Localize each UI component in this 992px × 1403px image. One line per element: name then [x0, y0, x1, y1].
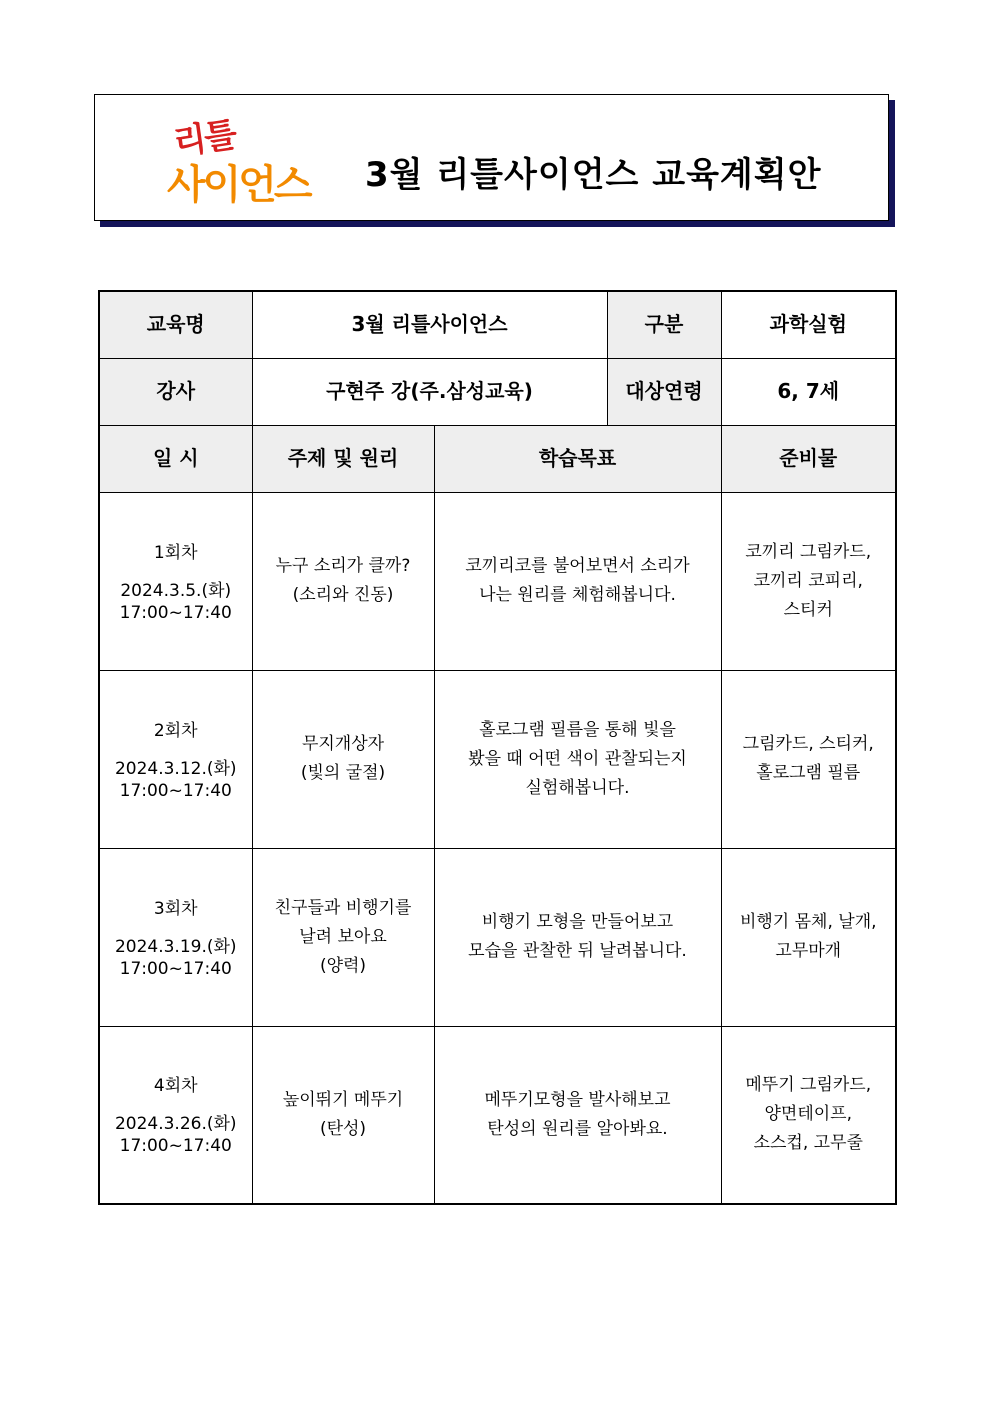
target-age-label: 대상연령 [607, 358, 721, 425]
materials-line: 코끼리 코피리, [753, 570, 863, 591]
topic-line: 무지개상자 [301, 734, 385, 754]
topic-line: (소리와 진동) [292, 585, 394, 605]
session-goal [434, 1026, 721, 1204]
topic-line: (탄성) [319, 1118, 367, 1139]
session-date: 2024.3.5.(화) [120, 580, 232, 601]
session-schedule [99, 670, 252, 848]
session-row [99, 492, 896, 670]
session-date: 2024.3.12.(화) [114, 758, 237, 779]
target-age-value: 6, 7세 [721, 358, 896, 425]
session-materials [721, 492, 896, 670]
materials-line: 고무마개 [775, 941, 842, 961]
goal-line: 실험해봅니다. [525, 777, 630, 798]
session-row [99, 1026, 896, 1204]
goal-line: 메뚜기모형을 발사해보고 [484, 1089, 671, 1110]
session-goal [434, 492, 721, 670]
header-date: 일 시 [99, 425, 252, 492]
topic-line: 누구 소리가 클까? [275, 556, 411, 576]
column-header-row [99, 425, 896, 492]
session-time: 17:00~17:40 [119, 1136, 232, 1157]
instructor-value: 구현주 강(주.삼성교육) [252, 358, 607, 425]
title-box [94, 94, 889, 221]
logo-text-bottom [167, 153, 310, 210]
goal-line: 비행기 모형을 만들어보고 [481, 912, 674, 932]
session-time: 17:00~17:40 [119, 602, 232, 623]
session-date: 2024.3.19.(화) [114, 936, 237, 957]
little-science-logo [167, 105, 337, 208]
topic-line: (빛의 굴절) [300, 763, 386, 783]
session-schedule [99, 1026, 252, 1204]
goal-line: 탄성의 원리를 알아봐요. [487, 1118, 668, 1139]
session-row [99, 848, 896, 1026]
session-number: 2회차 [153, 720, 198, 741]
session-number: 4회차 [153, 1076, 198, 1097]
goal-line: 홀로그램 필름을 통해 빛을 [479, 719, 676, 740]
materials-line: 비행기 몸체, 날개, [739, 912, 877, 932]
topic-line: 날려 보아요 [299, 926, 387, 947]
topic-line: 친구들과 비행기를 [274, 897, 412, 918]
header-topic: 주제 및 원리 [252, 425, 434, 492]
header-materials: 준비물 [721, 425, 896, 492]
topic-line: (양력) [319, 955, 367, 976]
session-goal [434, 848, 721, 1026]
materials-line: 양면테이프, [764, 1104, 852, 1125]
instructor-label: 강사 [99, 358, 252, 425]
goal-line: 나는 원리를 체험해봅니다. [479, 585, 676, 605]
session-number: 1회차 [153, 542, 198, 563]
info-row-instructor [99, 358, 896, 425]
goal-line: 봤을 때 어떤 색이 관찰되는지 [468, 748, 687, 769]
header-goal: 학습목표 [434, 425, 721, 492]
session-topic [252, 1026, 434, 1204]
goal-line: 코끼리코를 불어보면서 소리가 [465, 556, 690, 576]
materials-line: 그림카드, 스티커, [742, 734, 874, 754]
session-topic [252, 848, 434, 1026]
session-time: 17:00~17:40 [119, 958, 232, 979]
logo-text-bottom-value: 사이언스 [167, 162, 310, 208]
edu-name-value: 3월 리틀사이언스 [252, 291, 607, 358]
logo-text-top-value: 리틀 [171, 114, 238, 164]
category-label: 구분 [607, 291, 721, 358]
session-topic [252, 492, 434, 670]
category-value: 과학실험 [721, 291, 896, 358]
materials-line: 소스컵, 고무줄 [753, 1133, 863, 1154]
session-materials [721, 1026, 896, 1204]
edu-name-label: 교육명 [99, 291, 252, 358]
session-goal [434, 670, 721, 848]
page-title: 3월 리틀사이언스 교육계획안 [365, 155, 822, 195]
session-row [99, 670, 896, 848]
info-row-name [99, 291, 896, 358]
session-materials [721, 848, 896, 1026]
education-plan-table [98, 290, 897, 1205]
session-schedule [99, 848, 252, 1026]
session-topic [252, 670, 434, 848]
topic-line: 높이뛰기 메뚜기 [282, 1089, 404, 1110]
materials-line: 코끼리 그림카드, [745, 541, 872, 562]
session-materials [721, 670, 896, 848]
materials-line: 스티커 [783, 599, 833, 620]
materials-line: 홀로그램 필름 [756, 763, 861, 783]
session-schedule [99, 492, 252, 670]
session-date: 2024.3.26.(화) [114, 1114, 237, 1135]
session-time: 17:00~17:40 [119, 780, 232, 801]
materials-line: 메뚜기 그림카드, [745, 1075, 872, 1096]
session-number: 3회차 [153, 898, 198, 919]
goal-line: 모습을 관찰한 뒤 날려봅니다. [468, 941, 687, 961]
